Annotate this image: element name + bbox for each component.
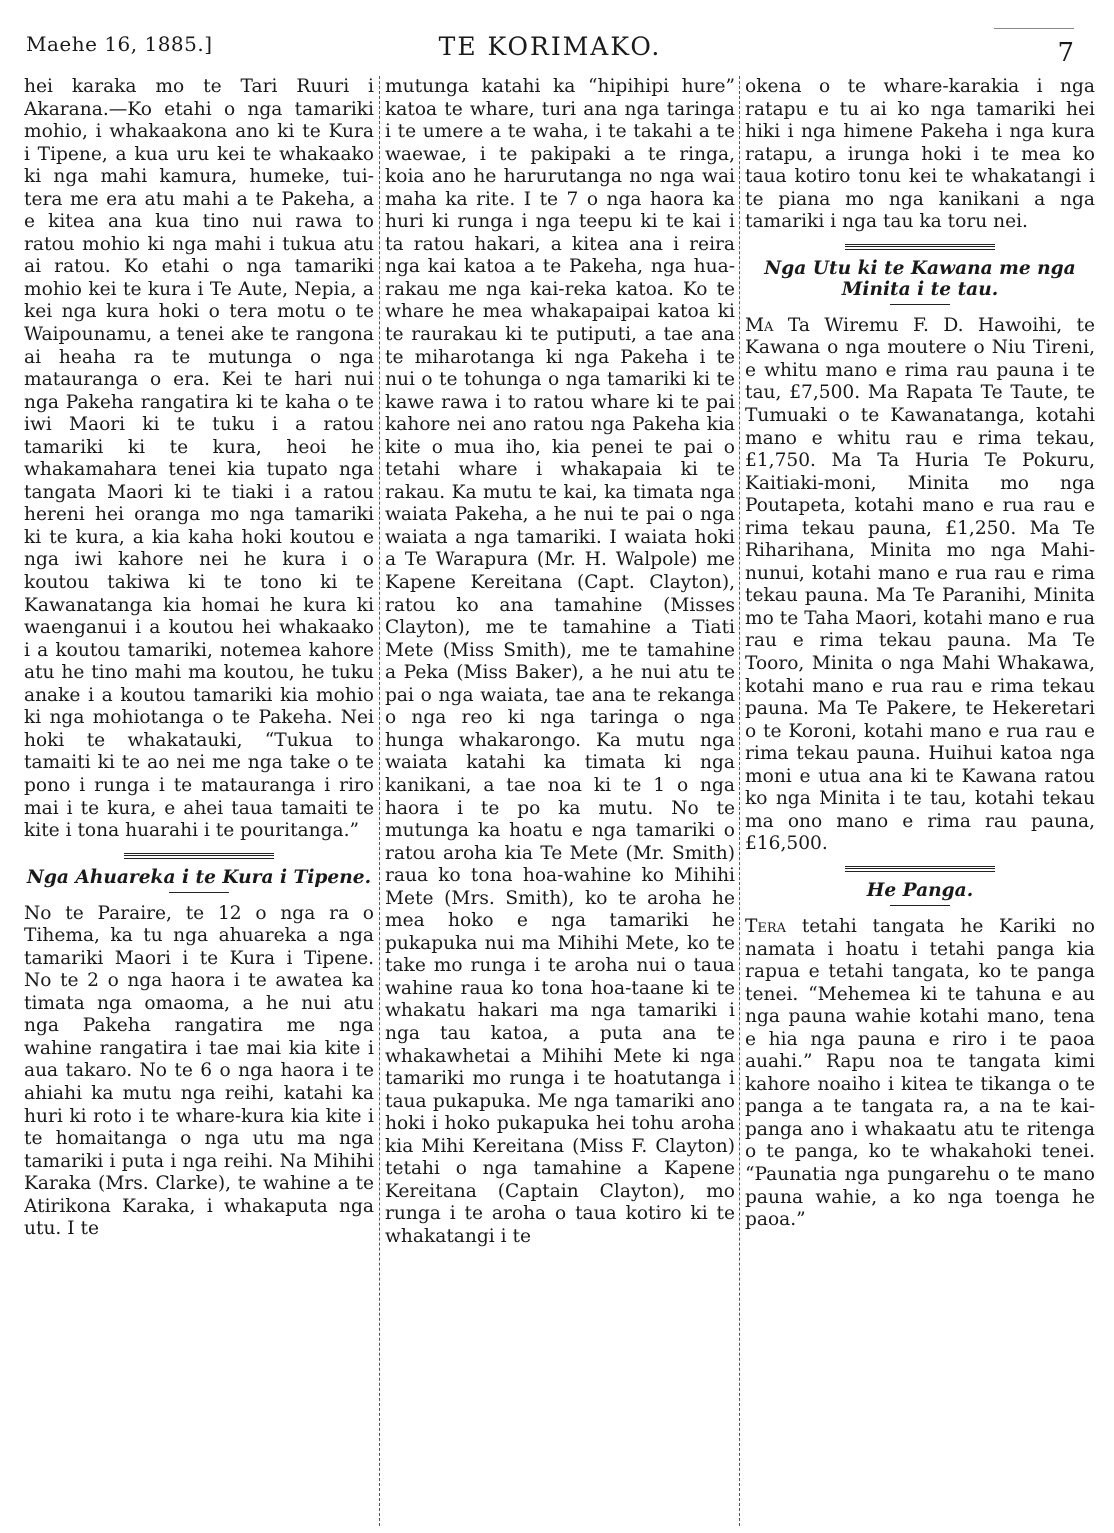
section-separator <box>845 866 995 872</box>
section-separator <box>845 244 995 250</box>
heading-rule <box>890 304 950 305</box>
heading-rule <box>169 892 229 893</box>
column-divider <box>739 76 740 1526</box>
article-text: Ta Wiremu F. D. Hawoihi, te Kawana o nga moutere o Niu Tireni, e whitu mano e rima rau pauna i te tau, £7,500. Ma Rapata Te Taute, te Tumuaki o te Kawanatanga, kotahi mano e whitu rau e rima tekau, £1,750. Ma Ta Huria Te Pokuru, Kaitiaki-moni, Minita mo nga Poutapeta, kotahi mano e rua rau e rima tekau pauna, £1,250. Ma Te Riharihana, Minita mo nga Mahi-nunui, kotahi mano e rua rau e rima tekau pauna. Ma Te Paranihi, Minita mo te Taha Maori, kotahi mano e rua rau e rima tekau pauna. Ma Te Tooro, Minita o nga Mahi Whakawa, kotahi mano e rua rau e rima tekau pauna. Ma Te Pakere, te Hekeretari o te Koroni, kotahi mano e rua rau e rima tekau pauna. Huihui katoa nga moni e utua ana ki te Kawana ratou ko nga Minita i te tau, kotahi tekau ma ono mano e rima rau pauna, £16,500. <box>745 314 1095 855</box>
section-heading: He Panga. <box>866 879 974 901</box>
section-separator <box>124 853 274 859</box>
newspaper-title: TE KORIMAKO. <box>438 32 662 61</box>
section-heading: Nga Utu ki te Kawana me nga Minita i te tau. <box>764 257 1076 300</box>
page-number: 7 <box>1057 38 1074 68</box>
heading-rule <box>890 905 950 906</box>
article-paragraph: okena o te whare-karakia i nga ratapu e tu ai ko nga tamariki hei hiki i nga himene Pakeha i nga kura ratapu, a irunga hoki i te mea ko taua kotiro tonu kei te whakatangi i te piana mo nga kanikani a nga tamariki i nga tau ka toru nei. <box>745 76 1095 233</box>
article-paragraph: hei karaka mo te Tari Ruuri i Akarana.—Ko etahi o nga tamariki mohio, i whakaakona ano ki te Kura i Tipene, a kua uru kei te whakaako ki nga mahi kamura, humeke, tui-tera me era atu mahi a te Pakeha, a e kitea ana kua tino nui rawa to ratou mohio ki nga mahi i tukua atu ai ratou. Ko etahi o nga tamariki mohio kei te kura i Te Aute, Nepia, a kei nga kura hoki o tera motu o te Waipounamu, a tenei ake te rangona ai heaha ra te mutunga o nga matauranga o era. Kei te hari nui nga Pakeha rangatira ki te kaha o te iwi Maori ki te tuku i a ratou tamariki ki te kura, heoi he whakamahara tenei kia tupato nga tangata Maori ki te tiaki i a ratou hereni hei oranga mo nga tamariki ki te kura, a kia kaha hoki koutou e nga iwi kahore nei he kura i o koutou takiwa ki te tono ki te Kawanatanga kia homai he kura ki waenganui i a koutou hei whakaako i a koutou tamariki, notemea kahore atu he tino mahi ma koutou, he tuku anake i a koutou tamariki kia mohio ki nga mohiotanga o te Pakeha. Nei hoki te whakatauki, “Tukua to tamaiti ki te ao nei me nga take o te pono i runga i te matauranga i riro mai i te kura, e ahei taua tamaiti te kite i tona huarahi i te pouritanga.” <box>24 76 374 842</box>
header-rule <box>994 28 1074 29</box>
article-paragraph: No te Paraire, te 12 o nga ra o Tihema, ka tu nga ahuareka a nga tamariki Maori i te Kura i Tipene. No te 2 o nga haora i te awatea ka timata nga omaoma, a he nui atu nga Pakeha rangatira me nga wahine rangatira i tae mai kia kite i aua takaro. No te 6 o nga haora i te ahiahi ka mutu nga reihi, katahi ka huri ki roto i te whare-kura kia kite i te homaitanga o nga utu ma nga tamariki i puta i nga reihi. Na Mihihi Karaka (Mrs. Clarke), te wahine a te Atirikona Karaka, i whakaputa nga utu. I te <box>24 902 374 1240</box>
lead-word: Ma <box>745 314 774 336</box>
column-3 <box>745 76 1095 1526</box>
article-text: tetahi tangata he Kariki no namata i hoatu i tetahi panga kia rapua e tetahi tangata, ko te panga tenei. “Mehemea ki te tahuna e au nga pauna wahie kotahi mano, tena e hia nga pauna e riro i te paoa auahi.” Rapu noa te tangata kimi kahore noaiho i kitea te tikanga o te panga a te tangata ra, a na te kai-panga ano i whakaatu atu te ritenga o te panga, ko te whakahoki tenei. “Paunatia nga pungarehu o te mano pauna wahie, a ko nga toenga he paoa.” <box>745 915 1095 1231</box>
article-paragraph <box>745 315 1095 856</box>
page-header <box>26 22 1074 68</box>
issue-date: Maehe 16, 1885.] <box>26 32 213 56</box>
column-1 <box>24 76 374 1526</box>
column-divider <box>379 76 380 1526</box>
lead-word: Tera <box>745 915 787 937</box>
article-paragraph <box>745 916 1095 1232</box>
article-paragraph: mutunga katahi ka “hipihipi hure” katoa te whare, turi ana nga taringa i te umere a te waha, i te takahi a te waewae, i te pakipaki a te ringa, koia ano he harurutanga no nga wai maha ka rite. I te 7 o nga haora ka huri ki runga i nga teepu ki te kai i ta ratou hakari, a kitea ana i reira nga kai katoa a te Pakeha, nga hua-rakau me nga kai-reka katoa. Ko te whare he mea whakapaipai katoa ki te raurakau ki te putiputi, a tae ana te miharotanga ki nga Pakeha i te nui o te tohunga o nga tamariki ki te kawe rawa i to ratou whare ki te pai kahore nei ano ratou nga Pakeha kia kite o mua iho, kia penei te pai o tetahi whare i whakapaia ki te rakau. Ka mutu te kai, ka timata nga waiata Pakeha, a he nui te pai o nga waiata a nga tamariki. I waiata hoki a Te Warapura (Mr. H. Walpole) me Kapene Kereitana (Capt. Clayton), ratou ko ana tamahine (Misses Clayton), me te tamahine a Tiati Mete (Miss Smith), me te tamahine a Peka (Miss Baker), a he nui atu te pai o nga waiata, tae ana te rekanga o nga reo ki nga taringa o nga hunga whakarongo. Ka mutu nga waiata katahi ka timata ki nga kanikani, a tae noa ki te 1 o nga haora i te po ka mutu. No te mutunga ka hoatu e nga tamariki o ratou aroha kia Te Mete (Mr. Smith) raua ko tona hoa-wahine ko Mihihi Mete (Mrs. Smith), ko te aroha he mea hoko e nga tamariki he pukapuka nui ma Mihihi Mete, ko te take mo runga i te aroha nui o taua wahine raua ko tona hoa-taane ki te whakatu hakari ma nga tamariki i nga tau katoa, a puta ana te whakawhetai a Mihihi Mete ki nga tamariki mo runga i te hoatutanga i taua pukapuka. Me nga tamariki ano hoki i hoko pukapuka hei tohu aroha kia Mihi Kereitana (Miss F. Clayton) tetahi o nga tamahine a Kapene Kereitana (Captain Clayton), mo runga i te aroha o taua kotiro ki te whakatangi i te <box>385 76 735 1247</box>
column-2 <box>385 76 735 1526</box>
section-heading: Nga Ahuareka i te Kura i Tipene. <box>26 866 372 888</box>
